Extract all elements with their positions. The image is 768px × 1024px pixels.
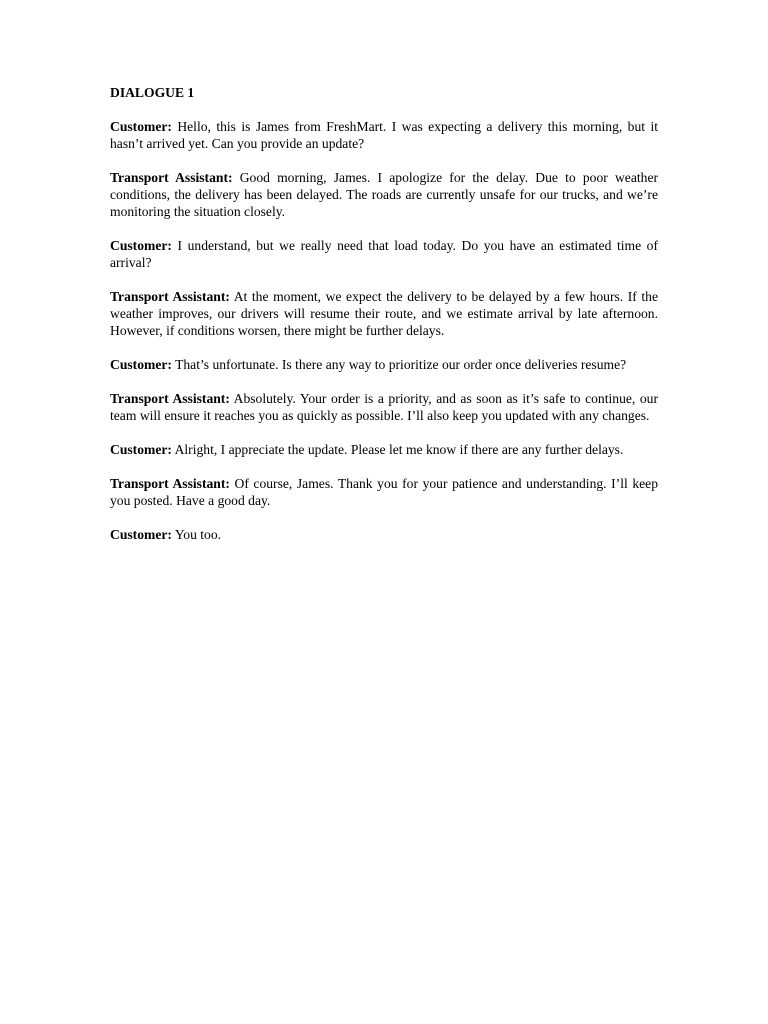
speaker-label: Customer: — [110, 238, 172, 253]
turn-text: I understand, but we really need that load today. Do you have an estimated time of arrival? — [110, 238, 658, 270]
turn-text: At the moment, we expect the delivery to be delayed by a few hours. If the weather improves, our drivers will resume their route, and we estimate arrival by late afternoon. However, if conditions worsen, there might be further delays. — [110, 289, 658, 338]
speaker-label: Customer: — [110, 527, 172, 542]
turn-text: You too. — [174, 527, 222, 542]
speaker-label: Transport Assistant: — [110, 170, 233, 185]
dialogue-heading: DIALOGUE 1 — [110, 85, 195, 100]
dialogue-turn — [110, 526, 658, 543]
speaker-label: Transport Assistant: — [110, 289, 230, 304]
dialogue-turn — [110, 237, 658, 271]
turn-text: Alright, I appreciate the update. Please let me know if there are any further delays. — [174, 442, 624, 457]
speaker-label: Customer: — [110, 357, 172, 372]
dialogue-turn — [110, 169, 658, 220]
dialogue-turn — [110, 356, 658, 373]
turn-text: Hello, this is James from FreshMart. I was expecting a delivery this morning, but it hasn’t arrived yet. Can you provide an update? — [110, 119, 658, 151]
dialogue-turn — [110, 475, 658, 509]
turn-text: Of course, James. Thank you for your patience and understanding. I’ll keep you posted. Have a good day. — [110, 476, 658, 508]
dialogue-turn — [110, 118, 658, 152]
speaker-label: Customer: — [110, 442, 172, 457]
speaker-label: Transport Assistant: — [110, 391, 230, 406]
dialogue-turn — [110, 390, 658, 424]
speaker-label: Transport Assistant: — [110, 476, 230, 491]
document-page — [110, 84, 658, 560]
dialogue-turn — [110, 441, 658, 458]
turn-text: Absolutely. Your order is a priority, and as soon as it’s safe to continue, our team will ensure it reaches you as quickly as possible. I’ll also keep you updated with any changes. — [110, 391, 658, 423]
speaker-label: Customer: — [110, 119, 172, 134]
dialogue-turn — [110, 288, 658, 339]
turn-text: That’s unfortunate. Is there any way to prioritize our order once deliveries resume? — [175, 357, 627, 372]
turn-text: Good morning, James. I apologize for the delay. Due to poor weather conditions, the delivery has been delayed. The roads are currently unsafe for our trucks, and we’re monitoring the situation closely. — [110, 170, 658, 219]
